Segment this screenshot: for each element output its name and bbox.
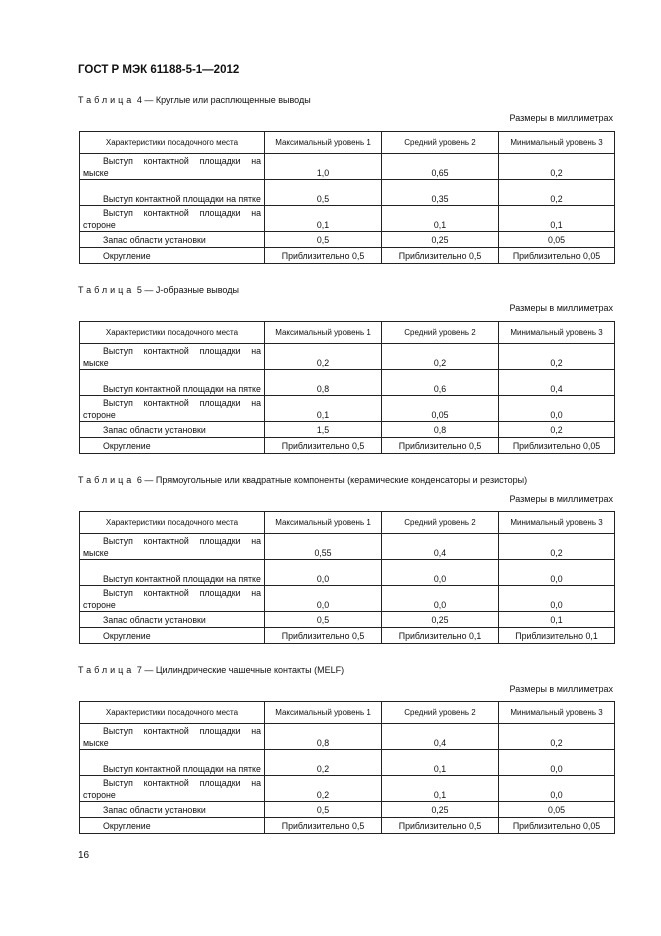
cell-level-1: 1,0 [265,154,382,180]
column-header: Характеристики посадочного места [80,512,265,534]
cell-level-3: Приблизительно 0,05 [499,818,615,834]
row-label [80,438,265,454]
cell-level-2: 0,35 [382,180,499,206]
table-row [80,370,615,396]
row-label [80,802,265,818]
cell-level-1: 0,5 [265,802,382,818]
table-header-row [80,702,615,724]
row-label [80,370,265,396]
units-note: Размеры в миллиметрах [509,494,613,504]
row-label-text: Выступ контактной площадки на пятке [103,194,261,204]
row-label-text: Выступ контактной площадки на мыске [83,156,261,178]
cell-level-1: Приблизительно 0,5 [265,438,382,454]
table-row [80,438,615,454]
cell-level-2: 0,05 [382,396,499,422]
cell-level-2: 0,6 [382,370,499,396]
cell-level-3: 0,2 [499,422,615,438]
row-label-text: Округление [103,630,151,641]
cell-level-3: 0,2 [499,180,615,206]
cell-level-1: 0,2 [265,750,382,776]
column-header: Максимальный уровень 1 [265,512,382,534]
row-label-text: Выступ контактной площадки на стороне [83,778,261,800]
table-row [80,628,615,644]
cell-level-3: 0,05 [499,232,615,248]
cell-level-1: 0,2 [265,776,382,802]
cell-level-3: 0,1 [499,612,615,628]
cell-level-2: Приблизительно 0,5 [382,248,499,264]
cell-level-1: 1,5 [265,422,382,438]
table-header-row [80,132,615,154]
table-row [80,560,615,586]
cell-level-2: 0,25 [382,612,499,628]
caption-lead: Таблица [78,665,135,675]
caption-number: 5 [136,285,142,295]
cell-level-1: 0,2 [265,344,382,370]
row-label-text: Выступ контактной площадки на пятке [103,384,261,394]
row-label-text: Запас области установки [103,614,206,625]
caption-title: — Круглые или расплющенные выводы [144,95,311,105]
row-label-text: Запас области установки [103,424,206,435]
table-row [80,396,615,422]
row-label [80,422,265,438]
caption-title: — J-образные выводы [144,285,239,295]
cell-level-2: 0,25 [382,802,499,818]
row-label [80,818,265,834]
table-row [80,818,615,834]
cell-level-3: 0,1 [499,206,615,232]
row-label [80,154,265,180]
cell-level-3: 0,05 [499,802,615,818]
cell-level-2: Приблизительно 0,5 [382,818,499,834]
data-table [79,131,615,264]
cell-level-3: 0,2 [499,344,615,370]
caption-number: 6 [136,475,142,485]
cell-level-2: 0,25 [382,232,499,248]
cell-level-1: 0,55 [265,534,382,560]
caption-title: — Прямоугольные или квадратные компоненты (керамические конденсаторы и резисторы) [144,475,528,485]
cell-level-1: 0,5 [265,232,382,248]
cell-level-1: 0,8 [265,724,382,750]
cell-level-1: 0,1 [265,396,382,422]
cell-level-3: Приблизительно 0,1 [499,628,615,644]
table-row [80,724,615,750]
units-note: Размеры в миллиметрах [509,303,613,313]
row-label-text: Выступ контактной площадки на пятке [103,574,261,584]
data-table [79,701,615,834]
cell-level-3: Приблизительно 0,05 [499,438,615,454]
cell-level-3: 0,4 [499,370,615,396]
table-caption [78,285,239,295]
cell-level-1: 0,5 [265,612,382,628]
cell-level-3: 0,0 [499,750,615,776]
row-label-text: Выступ контактной площадки на стороне [83,588,261,610]
cell-level-2: 0,0 [382,560,499,586]
cell-level-2: 0,8 [382,422,499,438]
cell-level-2: 0,65 [382,154,499,180]
cell-level-3: 0,0 [499,776,615,802]
row-label-text: Запас области установки [103,804,206,815]
cell-level-2: Приблизительно 0,1 [382,628,499,644]
column-header: Максимальный уровень 1 [265,322,382,344]
column-header: Минимальный уровень 3 [499,132,615,154]
row-label [80,586,265,612]
row-label-text: Округление [103,820,151,831]
table-row [80,776,615,802]
data-table [79,511,615,644]
units-note: Размеры в миллиметрах [509,113,613,123]
row-label-text: Выступ контактной площадки на пятке [103,764,261,774]
column-header: Средний уровень 2 [382,702,499,724]
row-label [80,776,265,802]
cell-level-3: 0,0 [499,560,615,586]
row-label [80,534,265,560]
row-label-text: Округление [103,440,151,451]
row-label [80,344,265,370]
column-header: Максимальный уровень 1 [265,132,382,154]
column-header: Средний уровень 2 [382,132,499,154]
table-row [80,612,615,628]
caption-number: 7 [136,665,142,675]
cell-level-1: 0,5 [265,180,382,206]
column-header: Средний уровень 2 [382,512,499,534]
table-header-row [80,512,615,534]
cell-level-2: 0,4 [382,534,499,560]
column-header: Минимальный уровень 3 [499,512,615,534]
data-table [79,321,615,454]
row-label [80,612,265,628]
table-row [80,422,615,438]
table-row [80,206,615,232]
page-number: 16 [78,850,90,861]
row-label-text: Запас области установки [103,234,206,245]
cell-level-2: 0,4 [382,724,499,750]
caption-lead: Таблица [78,285,135,295]
row-label [80,396,265,422]
cell-level-3: 0,0 [499,396,615,422]
column-header: Максимальный уровень 1 [265,702,382,724]
standard-designation: ГОСТ Р МЭК 61188-5-1—2012 [78,64,240,76]
row-label [80,560,265,586]
row-label-text: Округление [103,250,151,261]
cell-level-1: 0,1 [265,206,382,232]
row-label [80,248,265,264]
table-row [80,344,615,370]
cell-level-1: 0,0 [265,560,382,586]
cell-level-3: 0,2 [499,534,615,560]
row-label-text: Выступ контактной площадки на мыске [83,726,261,748]
cell-level-1: Приблизительно 0,5 [265,248,382,264]
row-label-text: Выступ контактной площадки на стороне [83,208,261,230]
row-label [80,724,265,750]
column-header: Характеристики посадочного места [80,132,265,154]
cell-level-1: Приблизительно 0,5 [265,628,382,644]
row-label [80,232,265,248]
table-header-row [80,322,615,344]
column-header: Минимальный уровень 3 [499,702,615,724]
caption-number: 4 [136,95,142,105]
table-row [80,248,615,264]
table-row [80,154,615,180]
table-row [80,232,615,248]
cell-level-2: 0,1 [382,750,499,776]
table-caption [78,95,311,105]
row-label-text: Выступ контактной площадки на мыске [83,346,261,368]
caption-title: — Цилиндрические чашечные контакты (MELF) [144,665,345,675]
cell-level-2: 0,1 [382,206,499,232]
row-label [80,750,265,776]
cell-level-2: 0,0 [382,586,499,612]
cell-level-3: Приблизительно 0,05 [499,248,615,264]
row-label-text: Выступ контактной площадки на стороне [83,398,261,420]
column-header: Минимальный уровень 3 [499,322,615,344]
cell-level-1: 0,0 [265,586,382,612]
table-row [80,750,615,776]
caption-lead: Таблица [78,475,135,485]
cell-level-2: 0,1 [382,776,499,802]
column-header: Характеристики посадочного места [80,322,265,344]
row-label [80,206,265,232]
table-row [80,534,615,560]
column-header: Средний уровень 2 [382,322,499,344]
cell-level-2: 0,2 [382,344,499,370]
caption-lead: Таблица [78,95,135,105]
table-row [80,802,615,818]
row-label [80,180,265,206]
table-row [80,180,615,206]
units-note: Размеры в миллиметрах [509,684,613,694]
table-caption [78,665,344,675]
cell-level-2: Приблизительно 0,5 [382,438,499,454]
cell-level-3: 0,2 [499,724,615,750]
table-caption [78,475,527,485]
cell-level-3: 0,2 [499,154,615,180]
cell-level-1: 0,8 [265,370,382,396]
row-label-text: Выступ контактной площадки на мыске [83,536,261,558]
row-label [80,628,265,644]
cell-level-1: Приблизительно 0,5 [265,818,382,834]
column-header: Характеристики посадочного места [80,702,265,724]
cell-level-3: 0,0 [499,586,615,612]
table-row [80,586,615,612]
